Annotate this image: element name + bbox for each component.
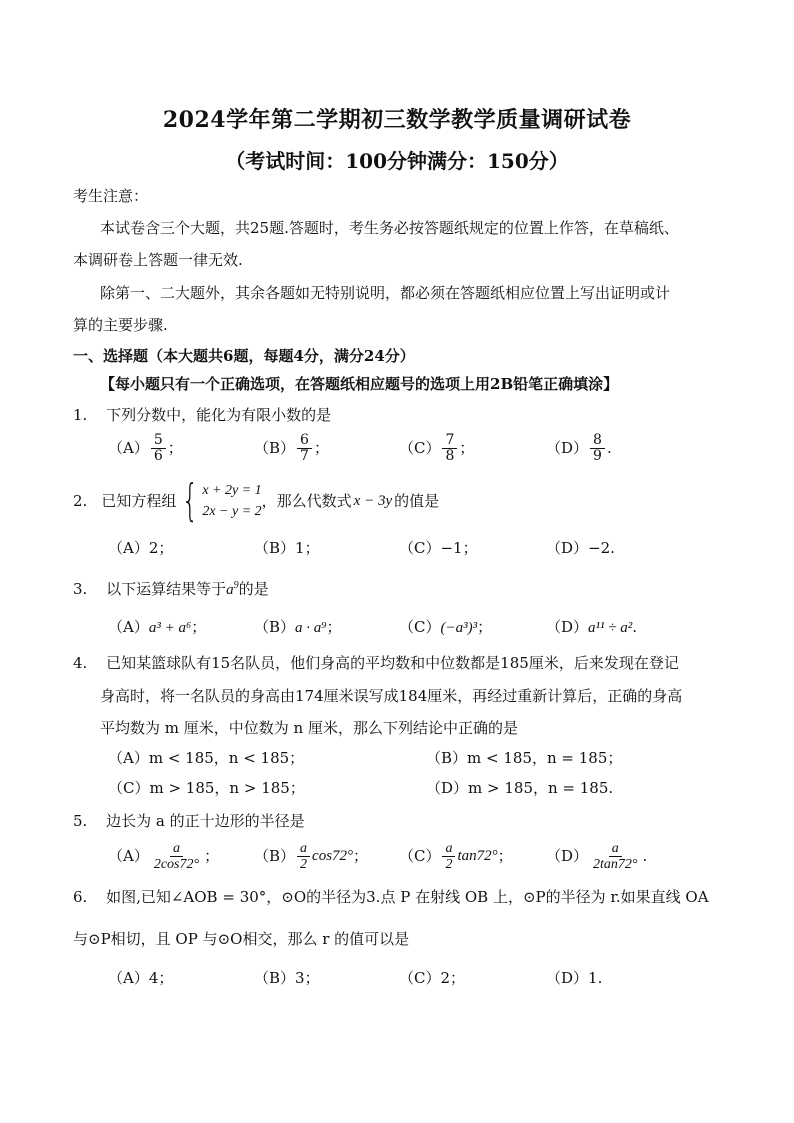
option-label: （A） [108, 847, 149, 865]
expression: x − 3y [353, 493, 393, 509]
denominator: 9 [593, 447, 602, 464]
question-4 [73, 653, 679, 673]
denominator: 6 [153, 447, 163, 464]
q5-option-d [546, 837, 647, 875]
q2-option-b: （B）1； [254, 539, 320, 557]
notice-paragraph-2-line-1: 除第一、二大题外，其余各题如无特别说明，都必须在答题纸相应位置上写出证明或计 [100, 284, 671, 302]
q3-option-a [108, 617, 206, 638]
numerator: 7 [442, 433, 457, 449]
question-stem-middle: ，那么代数式 [261, 492, 352, 510]
q6-option-c: （C）2； [399, 969, 466, 987]
denominator: 2 [445, 856, 453, 872]
denominator: 2cos72° [153, 856, 200, 872]
option-tail: ； [326, 618, 342, 636]
denominator: 2tan72° [593, 856, 638, 872]
question-number: 1. [73, 406, 88, 424]
option-expression: a¹¹ ÷ a² [588, 620, 633, 636]
fraction [297, 433, 312, 464]
option-label: （D） [546, 439, 589, 457]
question-number: 3. [73, 580, 88, 598]
section-1-instruction: 【每小题只有一个正确选项，在答题纸相应题号的选项上用2B铅笔正确填涂】 [100, 375, 619, 393]
q5-option-c [399, 837, 513, 875]
option-expression: (−a³)³ [440, 620, 478, 636]
option-tail: ； [313, 439, 329, 457]
question-stem: 边长为 a 的正十边形的半径是 [106, 812, 305, 830]
question-number: 2. [73, 492, 88, 510]
option-tail: . [642, 847, 648, 865]
option-trig: cos72° [312, 848, 354, 864]
numerator: 5 [151, 433, 166, 449]
option-tail: ； [191, 618, 207, 636]
fraction [297, 841, 310, 872]
question-stem-prefix: 以下运算结果等于 [106, 580, 227, 598]
q1-option-c [399, 430, 474, 466]
q6-option-b: （B）3； [254, 969, 320, 987]
denominator: 7 [300, 447, 309, 464]
numerator: a [442, 841, 455, 857]
denominator: 2 [300, 856, 308, 872]
fraction [442, 841, 455, 872]
option-label: （B） [254, 847, 296, 865]
question-number: 5. [73, 812, 88, 830]
option-tail: ； [353, 847, 369, 865]
question-1 [73, 405, 331, 425]
option-tail: ； [459, 439, 475, 457]
fraction [151, 433, 166, 464]
option-tail: ； [167, 439, 183, 457]
question-4-line-2: 身高时，将一名队员的身高由174厘米误写成184厘米，再经过重新计算后，正确的身高 [100, 687, 683, 705]
option-label: （B） [254, 439, 296, 457]
q3-option-b [254, 617, 342, 638]
question-stem-end: 的值是 [394, 492, 440, 510]
option-label: （D） [546, 847, 589, 865]
fraction [590, 433, 605, 464]
equation-system [176, 475, 262, 526]
q4-option-c: （C）m > 185，n > 185； [108, 779, 305, 797]
q3-option-c [399, 617, 492, 638]
question-number: 6. [73, 888, 88, 906]
question-2 [73, 475, 440, 526]
option-tail: . [606, 439, 612, 457]
option-label: （A） [108, 618, 149, 636]
q5-option-b [254, 837, 368, 875]
q4-option-d: （D）m > 185，n = 185. [426, 779, 614, 797]
q2-option-a: （A）2； [108, 539, 174, 557]
question-number: 4. [73, 654, 88, 672]
option-trig: tan72° [457, 848, 498, 864]
q1-option-a [108, 430, 183, 466]
option-expression: a · a⁹ [295, 620, 327, 636]
fraction [442, 433, 457, 464]
question-5 [73, 811, 305, 831]
section-1-heading: 一、选择题（本大题共6题，每题4分，满分24分） [73, 347, 415, 365]
denominator: 8 [445, 447, 455, 464]
option-tail: ； [477, 618, 493, 636]
numerator: 6 [297, 433, 312, 449]
q6-option-d: （D）1. [546, 969, 603, 987]
question-line-1: 如图,已知∠AOB = 30°，⊙O的半径为3.点 P 在射线 OB 上，⊙P的半径为 r.如果直线 OA [106, 888, 709, 906]
question-4-line-3: 平均数为 m 厘米，中位数为 n 厘米，那么下列结论中正确的是 [100, 719, 518, 737]
q5-option-a [108, 837, 219, 875]
question-stem: 下列分数中，能化为有限小数的是 [106, 406, 332, 424]
notice-paragraph-1-line-2: 本调研卷上答题一律无效. [73, 251, 243, 269]
equation-1: x + 2y = 1 [202, 483, 262, 498]
option-label: （C） [399, 618, 441, 636]
question-stem-end: 的是 [238, 580, 269, 598]
numerator: a [170, 841, 183, 857]
notice-paragraph-2-line-2: 算的主要步骤. [73, 316, 168, 334]
q4-option-a: （A）m < 185，n < 185； [108, 749, 305, 767]
q1-option-d [546, 430, 612, 466]
question-3 [73, 576, 269, 600]
left-brace: { [181, 475, 199, 526]
page-subtitle: （考试时间：100分钟满分：150分） [225, 149, 569, 173]
option-expression: a³ + a⁶ [148, 620, 192, 636]
q4-option-b: （B）m < 185，n = 185； [426, 749, 623, 767]
question-line-1: 已知某篮球队有15名队员，他们身高的平均数和中位数都是185厘米，后来发现在登记 [106, 654, 679, 672]
numerator: a [297, 841, 310, 857]
option-tail: ； [497, 847, 513, 865]
q2-option-c: （C）−1； [399, 539, 478, 557]
equation-2: 2x − y = 2 [202, 504, 262, 519]
q2-option-d: （D）−2. [546, 539, 615, 557]
notice-paragraph-1-line-1: 本试卷含三个大题，共25题.答题时，考生务必按答题纸规定的位置上作答，在草稿纸、 [100, 219, 679, 237]
page-title: 2024学年第二学期初三数学教学质量调研试卷 [162, 107, 632, 133]
q6-option-a: （A）4； [108, 969, 174, 987]
option-tail: . [632, 618, 638, 636]
base-variable: a [226, 582, 234, 598]
q1-option-b [254, 430, 329, 466]
notice-heading: 考生注意： [73, 187, 149, 205]
question-6-line-2: 与⊙P相切，且 OP 与⊙O相交，那么 r 的值可以是 [73, 930, 410, 948]
option-label: （D） [546, 618, 589, 636]
numerator: 8 [590, 433, 605, 449]
exponent: 9 [233, 580, 239, 591]
option-tail: ； [204, 847, 220, 865]
fraction [590, 841, 641, 872]
option-label: （C） [399, 439, 441, 457]
question-stem-prefix: 已知方程组 [101, 492, 177, 510]
q3-option-d [546, 617, 637, 638]
numerator: a [609, 841, 622, 857]
question-6 [73, 887, 709, 907]
option-label: （C） [399, 847, 441, 865]
option-label: （A） [108, 439, 149, 457]
system-equations [202, 480, 261, 522]
fraction [151, 841, 202, 872]
option-label: （B） [254, 618, 296, 636]
